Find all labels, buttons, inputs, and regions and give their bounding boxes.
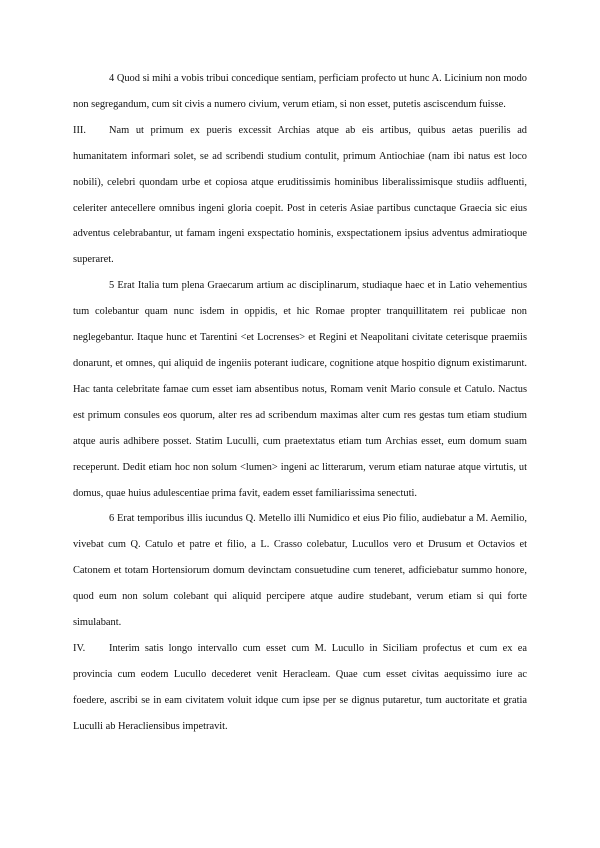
paragraph-4 [73, 66, 527, 118]
paragraph-iv [73, 636, 527, 740]
section-number: III. [73, 124, 86, 136]
paragraph-6 [73, 506, 527, 636]
paragraph-text: 5 Erat Italia tum plena Graecarum artium ac disciplinarum, studiaque haec et in Latio vehementius tum colebantur quam nunc isdem in oppidis, et hic Romae propter tranquillitatem rei publicae non neglegebantur. Itaque hunc et Tarentini <et Locrenses> et Regini et Neapolitani civitate ceterisque praemiis donarunt, et omnes, qui aliquid de ingeniis poterant iudicare, cognitione atque hospitio dignum existimarunt. Hac tanta celebritate famae cum esset iam absentibus notus, Romam venit Mario consule et Catulo. Nactus est primum consules eos quorum, alter res ad scribendum maximas alter cum res gestas tum etiam studium atque auris adhibere posset. Statim Luculli, cum praetextatus etiam tum Archias esset, eum domum suam receperunt. Dedit etiam hoc non solum <lumen> ingeni ac litterarum, verum etiam naturae atque virtutis, ut domus, quae huius adulescentiae prima favit, eadem esset familiarissima senectuti. [73, 280, 527, 499]
paragraph-text: Nam ut primum ex pueris excessit Archias atque ab eis artibus, quibus aetas puerilis ad humanitatem informari solet, se ad scribendi studium contulit, primum Antiochiae (nam ibi natus est loco nobili), celebri quondam urbe et copiosa atque eruditissimis hominibus liberalissimisque studiis adfluenti, celeriter antecellere omnibus ingeni gloria coepit. Post in ceteris Asiae partibus cunctaque Graecia sic eius adventus celebrabantur, ut famam ingeni exspectatio hominis, exspectationem ipsius adventus admiratioque superaret. [73, 124, 527, 266]
paragraph-text: 6 Erat temporibus illis iucundus Q. Metello illi Numidico et eius Pio filio, audiebatur a M. Aemilio, vivebat cum Q. Catulo et patre et filio, a L. Crasso colebatur, Lucullos vero et Drusum et Octavios et Catonem et totam Hortensiorum domum devinctam consuetudine cum teneret, adficiebatur summo honore, quod eum non solum colebant qui aliquid percipere atque audire studebant, verum etiam si qui forte simulabant. [73, 513, 527, 629]
paragraph-iii [73, 118, 527, 273]
paragraph-5 [73, 273, 527, 506]
paragraph-text: 4 Quod si mihi a vobis tribui concedique sentiam, perficiam profecto ut hunc A. Licinium non modo non segregandum, cum sit civis a numero civium, verum etiam, si non esset, putetis asciscendum fuisse. [73, 73, 527, 110]
section-number: IV. [73, 642, 86, 654]
document-page [73, 66, 527, 740]
paragraph-text: Interim satis longo intervallo cum esset cum M. Lucullo in Siciliam profectus et cum ex ea provincia cum eodem Lucullo decederet venit Heracleam. Quae cum esset civitas aequissimo iure ac foedere, ascribi se in eam civitatem voluit idque cum ipse per se dignus putaretur, tum auctoritate et gratia Luculli ab Heracliensibus impetravit. [73, 642, 527, 732]
